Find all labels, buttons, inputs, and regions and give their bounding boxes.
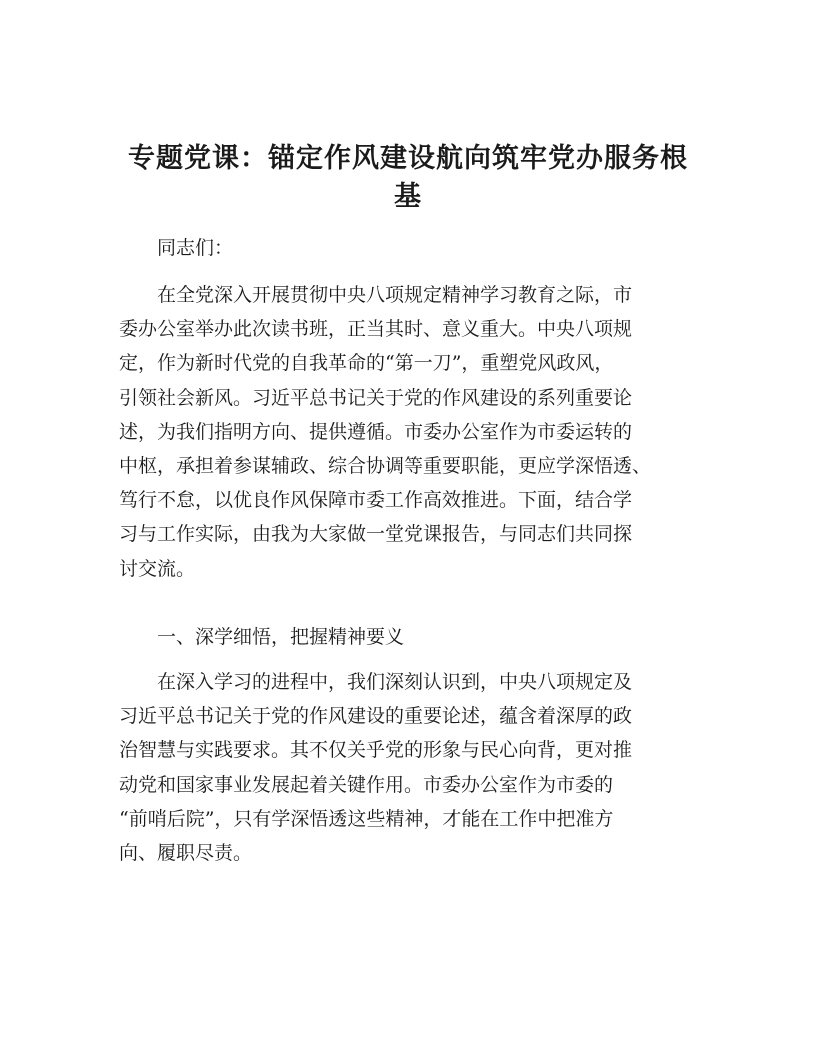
paragraph-line: 习与工作实际，由我为大家做一堂党课报告，与同志们共同探 — [119, 523, 633, 546]
title-line-2: 基 — [394, 181, 422, 212]
paragraph-line: 委办公室举办此次读书班，正当其时、意义重大。中央八项规 — [119, 318, 633, 341]
paragraph-line: 笃行不怠，以优良作风保障市委工作高效推进。下面，结合学 — [119, 489, 633, 512]
paragraph-line: 定，作为新时代党的自我革命的“第一刀”，重塑党风政风， — [119, 352, 614, 375]
paragraph-1 — [119, 278, 709, 586]
salutation-line: 同志们： — [119, 237, 234, 259]
title-line-1: 专题党课：锚定作风建设航向筑牢党办服务根 — [128, 143, 688, 174]
paragraph-line: 向、履职尽责。 — [119, 842, 253, 865]
paragraph-line: 在深入学习的进程中，我们深刻认识到，中央八项规定及 — [119, 671, 633, 693]
paragraph-line: 动党和国家事业发展起着关键作用。市委办公室作为市委的 — [119, 773, 614, 796]
paragraph-line: 在全党深入开展贯彻中央八项规定精神学习教育之际，市 — [119, 284, 633, 306]
section-heading-1 — [119, 620, 709, 654]
section-heading-line: 一、深学细悟，把握精神要义 — [119, 626, 405, 648]
paragraph-line: 治智慧与实践要求。其不仅关乎党的形象与民心向背，更对推 — [119, 739, 633, 762]
paragraph-line: 习近平总书记关于党的作风建设的重要论述，蕴含着深厚的政 — [119, 705, 633, 728]
salutation — [119, 231, 709, 265]
document-title — [112, 140, 704, 216]
paragraph-line: 述，为我们指明方向、提供遵循。市委办公室作为市委运转的 — [119, 420, 633, 443]
paragraph-line: 引领社会新风。习近平总书记关于党的作风建设的系列重要论 — [119, 386, 633, 409]
paragraph-line: 中枢，承担着参谋辅政、综合协调等重要职能，更应学深悟透、 — [119, 455, 652, 478]
paragraph-line: “前哨后院”，只有学深悟透这些精神，才能在工作中把准方 — [119, 807, 614, 830]
paragraph-line: 讨交流。 — [119, 557, 196, 580]
paragraph-2 — [119, 665, 709, 870]
